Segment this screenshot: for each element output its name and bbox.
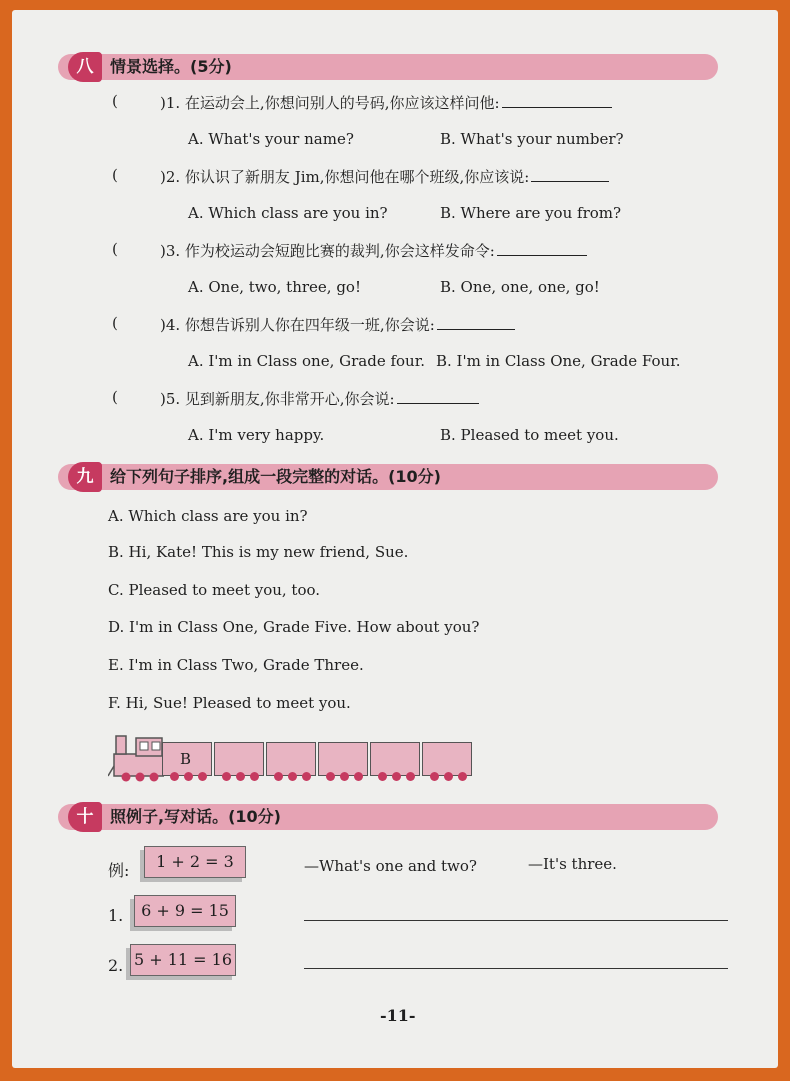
train-wheel	[274, 772, 283, 781]
question-4-paren[interactable]: (	[112, 314, 118, 332]
question-5-option-b: B. Pleased to meet you.	[440, 426, 619, 444]
train-wheel	[236, 772, 245, 781]
sentence-a: A. Which class are you in?	[108, 507, 308, 525]
train-wheel	[406, 772, 415, 781]
item-2-equation-box: 5 + 11 = 16	[130, 944, 236, 976]
train-wheel	[198, 772, 207, 781]
question-5-paren[interactable]: (	[112, 388, 118, 406]
question-2-blank[interactable]	[531, 180, 609, 182]
train-wheel	[222, 772, 231, 781]
item-1-label: 1.	[108, 906, 124, 925]
train-wheel	[378, 772, 387, 781]
train-engine-icon	[108, 732, 164, 782]
sentence-e: E. I'm in Class Two, Grade Three.	[108, 656, 364, 674]
question-4-blank[interactable]	[437, 328, 515, 330]
section-10-number: 十	[68, 802, 102, 832]
train-car-2[interactable]	[214, 742, 264, 776]
train-wheel	[354, 772, 363, 781]
question-2-option-b: B. Where are you from?	[440, 204, 622, 222]
train-wheel	[288, 772, 297, 781]
section-9-number: 九	[68, 462, 102, 492]
item-1-answer-line[interactable]	[304, 920, 728, 921]
train-car-3[interactable]	[266, 742, 316, 776]
question-3-option-b: B. One, one, one, go!	[440, 278, 600, 296]
train-wheel	[458, 772, 467, 781]
question-4-option-a: A. I'm in Class one, Grade four.	[188, 352, 425, 370]
train-car-5[interactable]	[370, 742, 420, 776]
example-question: —What's one and two?	[304, 857, 477, 875]
train-wheel	[184, 772, 193, 781]
question-1-option-b: B. What's your number?	[440, 130, 624, 148]
sentence-c: C. Pleased to meet you, too.	[108, 581, 321, 599]
section-8-title: 情景选择。(5分)	[110, 57, 232, 76]
section-10-title: 照例子,写对话。(10分)	[110, 807, 281, 826]
question-2-text: )2. 你认识了新朋友 Jim,你想问他在哪个班级,你应该说:	[160, 168, 530, 186]
train-car-6[interactable]	[422, 742, 472, 776]
question-2-option-a: A. Which class are you in?	[188, 204, 388, 222]
section-8-number: 八	[68, 52, 102, 82]
example-label: 例:	[108, 861, 130, 880]
question-1-paren[interactable]: (	[112, 92, 118, 110]
train-wheel	[170, 772, 179, 781]
sentence-f: F. Hi, Sue! Pleased to meet you.	[108, 694, 351, 712]
train-wheel	[340, 772, 349, 781]
train-wheel	[430, 772, 439, 781]
item-2-label: 2.	[108, 956, 124, 975]
question-4-option-b: B. I'm in Class One, Grade Four.	[436, 352, 681, 370]
question-1-text: )1. 在运动会上,你想问别人的号码,你应该这样问他:	[160, 94, 500, 112]
question-3-stem	[160, 240, 587, 261]
train-wheel	[302, 772, 311, 781]
sentence-d: D. I'm in Class One, Grade Five. How about you?	[108, 618, 480, 636]
question-3-blank[interactable]	[497, 254, 587, 256]
train-wheel	[392, 772, 401, 781]
question-3-text: )3. 作为校运动会短跑比赛的裁判,你会这样发命令:	[160, 242, 495, 260]
question-2-paren[interactable]: (	[112, 166, 118, 184]
train-wheel	[326, 772, 335, 781]
sentence-b: B. Hi, Kate! This is my new friend, Sue.	[108, 543, 409, 561]
question-4-text: )4. 你想告诉别人你在四年级一班,你会说:	[160, 316, 435, 334]
train-car-1-letter: B	[180, 750, 192, 768]
question-5-stem	[160, 388, 479, 409]
question-1-option-a: A. What's your name?	[188, 130, 354, 148]
question-4-stem	[160, 314, 515, 335]
question-5-option-a: A. I'm very happy.	[188, 426, 325, 444]
example-answer: —It's three.	[528, 855, 617, 873]
train-wheel	[444, 772, 453, 781]
example-equation-box: 1 + 2 = 3	[144, 846, 246, 878]
train-car-4[interactable]	[318, 742, 368, 776]
train-wheel	[250, 772, 259, 781]
question-2-stem	[160, 166, 609, 187]
question-3-option-a: A. One, two, three, go!	[188, 278, 361, 296]
question-5-blank[interactable]	[397, 402, 479, 404]
section-9-title: 给下列句子排序,组成一段完整的对话。(10分)	[110, 467, 441, 486]
question-1-blank[interactable]	[502, 106, 612, 108]
page-number: -11-	[380, 1006, 416, 1025]
question-5-text: )5. 见到新朋友,你非常开心,你会说:	[160, 390, 395, 408]
question-3-paren[interactable]: (	[112, 240, 118, 258]
question-1-stem	[160, 92, 612, 113]
item-1-equation-box: 6 + 9 = 15	[134, 895, 236, 927]
item-2-answer-line[interactable]	[304, 968, 728, 969]
